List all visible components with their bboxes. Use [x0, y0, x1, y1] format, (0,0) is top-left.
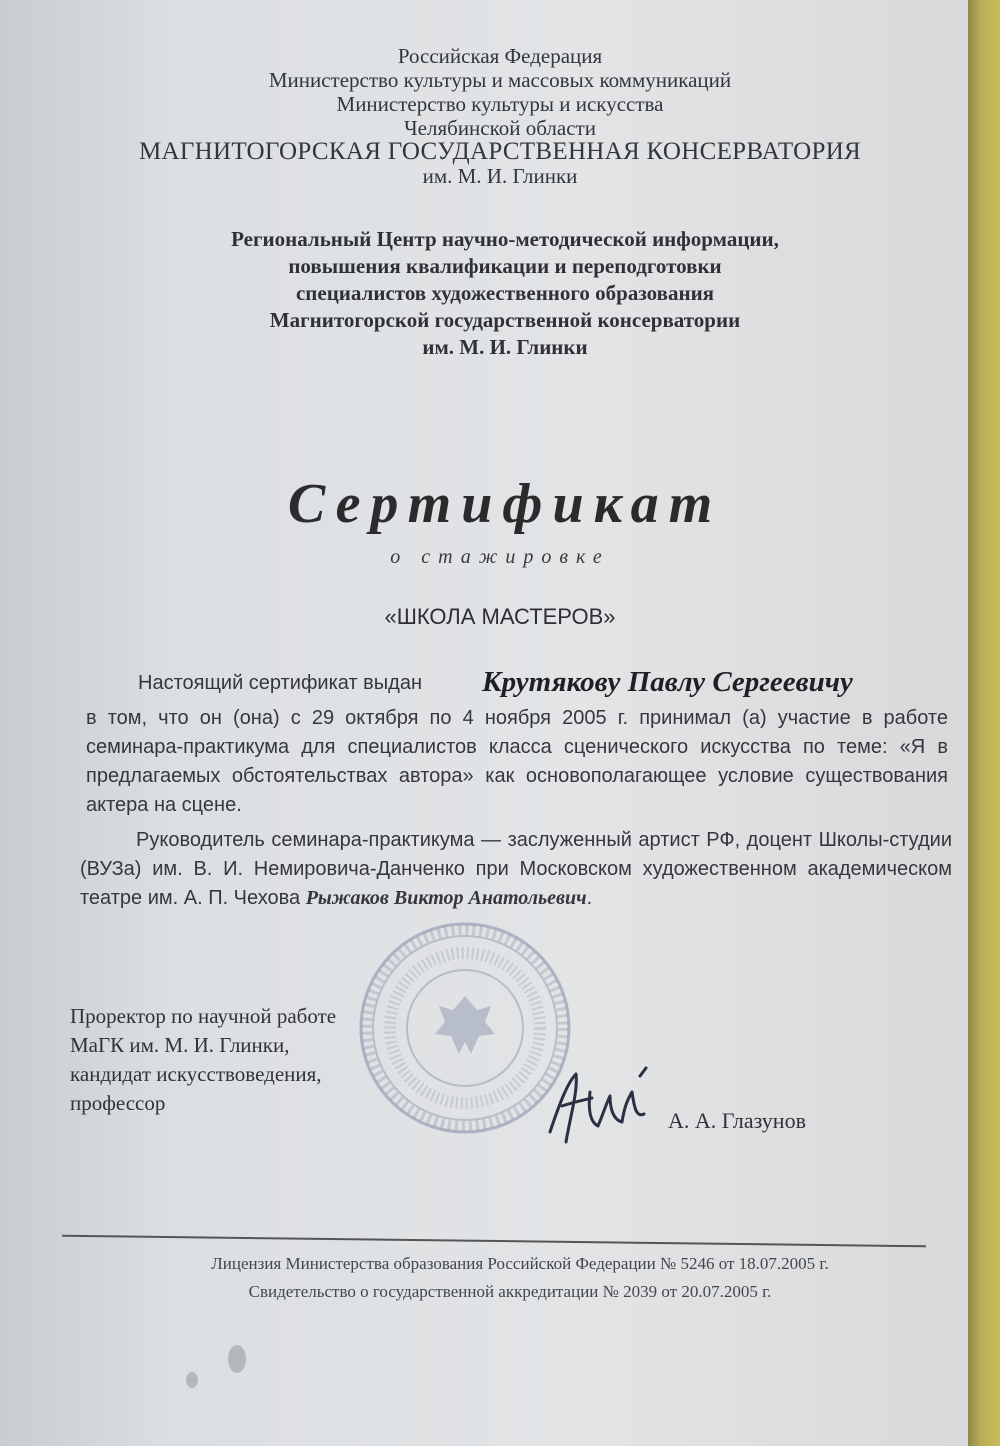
center-line: им. М. И. Глинки [422, 335, 588, 359]
accreditation-line: Свидетельство о государственной аккредитации № 2039 от 20.07.2005 г. [248, 1282, 772, 1301]
signatory-line: профессор [70, 1091, 166, 1115]
signatory-block [70, 1002, 336, 1118]
regional-center-header [0, 226, 1000, 361]
issued-to-label: Настоящий сертификат выдан [138, 672, 423, 694]
certificate-body [86, 704, 948, 820]
background-edge [968, 0, 1000, 1446]
center-line: Магнитогорской государственной консерватории [269, 308, 741, 332]
header-line: Министерство культуры и искусства [336, 92, 664, 116]
signatory-line: кандидат искусствоведения, [70, 1062, 322, 1086]
certificate-title: Сертификат [287, 473, 723, 535]
recipient-name: Крутякову Павлу Сергеевичу [482, 666, 853, 698]
header-line: Министерство культуры и массовых коммуникаций [268, 68, 732, 92]
header-line: Российская Федерация [397, 44, 603, 68]
signatory-name: А. А. Глазунов [668, 1108, 806, 1133]
center-line: повышения квалификации и переподготовки [288, 254, 722, 278]
license-line: Лицензия Министерства образования Российской Федерации № 5246 от 18.07.2005 г. [211, 1254, 829, 1273]
smudge-mark [228, 1345, 246, 1373]
leader-name: Рыжаков Виктор Анатольевич [305, 887, 587, 909]
certificate-subtitle: о стажировке [390, 546, 610, 568]
center-line: специалистов художественного образования [295, 281, 715, 305]
footer-divider [62, 1235, 926, 1248]
leader-description: Руководитель семинара-практикума — заслуженный артист РФ, доцент Школы-студии (ВУЗа) им. В. И. Немировича-Данченко при Московском художественном академическом театре им. А. П. Чехова [80, 829, 952, 909]
signature-icon [540, 1062, 660, 1152]
participation-paragraph: в том, что он (она) с 29 октября по 4 ноября 2005 г. принимал (а) участие в работе семинара-практикума для специалистов класса сценического искусства по теме: «Я в предлагаемых обстоятельствах автора» как основополагающее условие существования актера на сцене. [86, 707, 948, 816]
leader-paragraph: Руководитель семинара-практикума — заслуженный артист РФ, доцент Школы-студии (ВУЗа) им. В. И. Немировича-Данченко при Московском художественном академическом театре им. А. П. Чехова Рыжаков Виктор Анатольевич. [80, 829, 952, 909]
header-line: Челябинской области [404, 116, 596, 140]
signatory-line: Проректор по научной работе [70, 1004, 337, 1028]
ministry-header [0, 44, 1000, 188]
signatory-line: МаГК им. М. И. Глинки, [70, 1033, 290, 1057]
program-name: «ШКОЛА МАСТЕРОВ» [384, 604, 616, 629]
center-line: Региональный Центр научно-методической информации, [231, 227, 779, 251]
header-line: им. М. И. Глинки [422, 164, 578, 188]
conservatory-name: МАГНИТОГОРСКАЯ ГОСУДАРСТВЕННАЯ КОНСЕРВАТОРИЯ [138, 138, 862, 165]
smudge-mark [186, 1372, 198, 1388]
